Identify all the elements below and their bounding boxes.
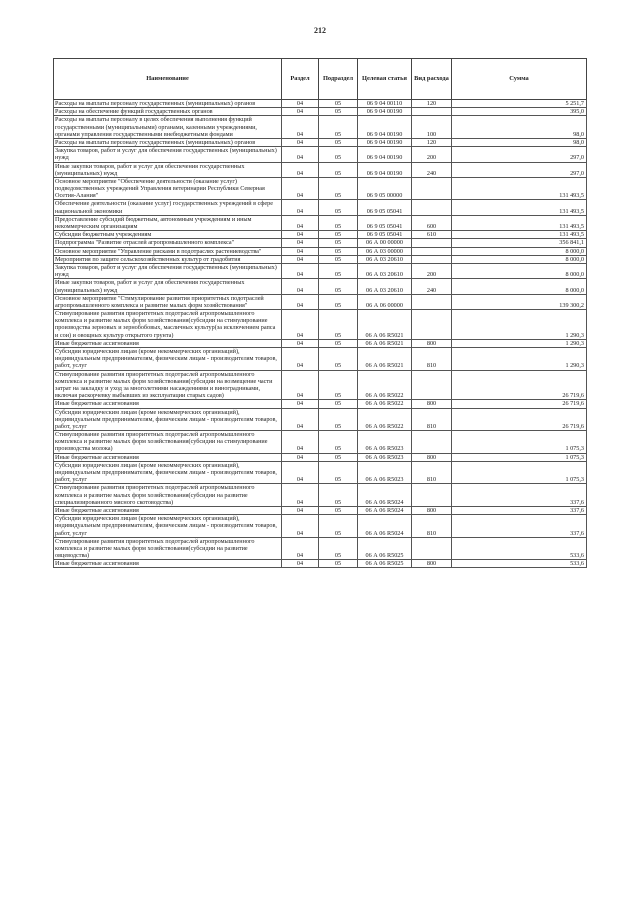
cell-sum: 131 493,5 <box>452 177 587 200</box>
cell-section: 04 <box>282 100 319 108</box>
cell-sum: 139 300,2 <box>452 294 587 309</box>
cell-expense-type: 240 <box>412 279 452 294</box>
table-row <box>54 108 587 116</box>
cell-section: 04 <box>282 116 319 139</box>
cell-expense-type: 200 <box>412 263 452 278</box>
cell-section: 04 <box>282 294 319 309</box>
cell-name: Субсидии юридическим лицам (кроме некоммерческих организаций), индивидуальным предпринимателям, физическим лицам - производителям товаров, работ, услуг <box>54 408 282 431</box>
cell-article: 06 9 05 05041 <box>358 231 412 239</box>
cell-subsection: 05 <box>319 231 358 239</box>
cell-section: 04 <box>282 147 319 162</box>
cell-expense-type: 800 <box>412 400 452 408</box>
cell-name: Расходы на обеспечение функций государственных органов <box>54 108 282 116</box>
cell-section: 04 <box>282 310 319 340</box>
cell-expense-type: 800 <box>412 506 452 514</box>
cell-subsection: 05 <box>319 515 358 538</box>
page-number: 212 <box>314 26 326 35</box>
cell-section: 04 <box>282 515 319 538</box>
table-row <box>54 348 587 371</box>
cell-sum: 8 000,0 <box>452 255 587 263</box>
cell-sum: 337,6 <box>452 484 587 507</box>
cell-sum: 533,6 <box>452 560 587 568</box>
cell-section: 04 <box>282 400 319 408</box>
table-row <box>54 263 587 278</box>
cell-article: 06 А 03 20610 <box>358 255 412 263</box>
header-sum: Сумма <box>452 59 587 100</box>
cell-name: Стимулирование развития приоритетных подотраслей агропромышленного комплекса и развитие малых форм хозяйствования(субсидии на развитие овцеводства) <box>54 537 282 560</box>
cell-expense-type <box>412 177 452 200</box>
header-expense-type: Вид расхода <box>412 59 452 100</box>
cell-name: Основное мероприятие "Стимулирование развития приоритетных подотраслей агропромышленного комплекса и развитие малых форм хозяйствования" <box>54 294 282 309</box>
cell-name: Стимулирование развития приоритетных подотраслей агропромышленного комплекса и развитие малых форм хозяйствования(субсидии на стимулирование производства зерновых и зернобобовых, масличных культур(за исключением рапса и сои) и овощных культур открытого грунта) <box>54 310 282 340</box>
cell-expense-type: 200 <box>412 147 452 162</box>
cell-subsection: 05 <box>319 100 358 108</box>
cell-article: 06 А 06 R5024 <box>358 506 412 514</box>
cell-name: Подпрограмма "Развитие отраслей агропромышленного комплекса" <box>54 239 282 247</box>
cell-article: 06 9 05 05041 <box>358 215 412 230</box>
table-row <box>54 408 587 431</box>
cell-subsection: 05 <box>319 147 358 162</box>
cell-expense-type <box>412 537 452 560</box>
table-row <box>54 255 587 263</box>
cell-article: 06 А 03 00000 <box>358 247 412 255</box>
cell-sum: 8 000,0 <box>452 247 587 255</box>
cell-sum: 8 000,0 <box>452 279 587 294</box>
cell-sum: 5 251,7 <box>452 100 587 108</box>
cell-article: 06 А 06 R5021 <box>358 310 412 340</box>
cell-subsection: 05 <box>319 263 358 278</box>
cell-subsection: 05 <box>319 560 358 568</box>
cell-article: 06 9 04 00190 <box>358 162 412 177</box>
cell-expense-type <box>412 200 452 215</box>
cell-name: Стимулирование развития приоритетных подотраслей агропромышленного комплекса и развитие малых форм хозяйствования(субсидии на развитие специализированного мясного скотоводства) <box>54 484 282 507</box>
cell-expense-type <box>412 294 452 309</box>
cell-section: 04 <box>282 200 319 215</box>
cell-name: Субсидии бюджетным учреждениям <box>54 231 282 239</box>
cell-sum: 1 075,3 <box>452 461 587 484</box>
cell-section: 04 <box>282 239 319 247</box>
cell-expense-type <box>412 370 452 400</box>
cell-name: Предоставление субсидий бюджетным, автономным учреждениям и иным некоммерческим организациям <box>54 215 282 230</box>
cell-sum: 131 493,5 <box>452 231 587 239</box>
cell-name: Расходы на выплаты персоналу в целях обеспечения выполнения функций государственными (муниципальными) органами, казенными учреждениями, органами управления государственными внебюджетными фондами <box>54 116 282 139</box>
cell-section: 04 <box>282 408 319 431</box>
table-row <box>54 138 587 146</box>
cell-subsection: 05 <box>319 116 358 139</box>
cell-subsection: 05 <box>319 537 358 560</box>
cell-name: Субсидии юридическим лицам (кроме некоммерческих организаций), индивидуальным предпринимателям, физическим лицам - производителям товаров, работ, услуг <box>54 461 282 484</box>
cell-name: Иные бюджетные ассигнования <box>54 453 282 461</box>
cell-subsection: 05 <box>319 348 358 371</box>
table-row <box>54 100 587 108</box>
cell-section: 04 <box>282 108 319 116</box>
header-section: Раздел <box>282 59 319 100</box>
cell-article: 06 А 06 R5023 <box>358 431 412 454</box>
table-row <box>54 162 587 177</box>
cell-subsection: 05 <box>319 370 358 400</box>
cell-sum: 533,6 <box>452 537 587 560</box>
cell-name: Закупка товаров, работ и услуг для обеспечения государственных (муниципальных) нужд <box>54 147 282 162</box>
cell-sum: 1 075,3 <box>452 453 587 461</box>
cell-section: 04 <box>282 461 319 484</box>
table-row <box>54 370 587 400</box>
cell-subsection: 05 <box>319 247 358 255</box>
cell-section: 04 <box>282 506 319 514</box>
cell-expense-type: 810 <box>412 408 452 431</box>
cell-expense-type: 800 <box>412 560 452 568</box>
cell-sum: 26 719,6 <box>452 408 587 431</box>
cell-expense-type <box>412 255 452 263</box>
table-row <box>54 537 587 560</box>
cell-name: Субсидии юридическим лицам (кроме некоммерческих организаций), индивидуальным предпринимателям, физическим лицам - производителям товаров, работ, услуг <box>54 515 282 538</box>
table-body <box>54 100 587 568</box>
cell-subsection: 05 <box>319 177 358 200</box>
cell-section: 04 <box>282 431 319 454</box>
cell-subsection: 05 <box>319 108 358 116</box>
cell-article: 06 А 06 R5021 <box>358 348 412 371</box>
cell-name: Основное мероприятие "Управление рисками в подотраслях растениеводства" <box>54 247 282 255</box>
cell-expense-type: 810 <box>412 461 452 484</box>
cell-name: Мероприятия по защите сельскохозяйственных культур от градобития <box>54 255 282 263</box>
cell-subsection: 05 <box>319 138 358 146</box>
header-article: Целевая статья <box>358 59 412 100</box>
cell-section: 04 <box>282 370 319 400</box>
table-header-row <box>54 59 587 100</box>
cell-expense-type: 100 <box>412 116 452 139</box>
table-row <box>54 310 587 340</box>
table-row <box>54 484 587 507</box>
cell-sum: 1 290,3 <box>452 348 587 371</box>
cell-subsection: 05 <box>319 215 358 230</box>
cell-name: Иные закупки товаров, работ и услуг для обеспечения государственных (муниципальных) нужд <box>54 279 282 294</box>
cell-subsection: 05 <box>319 310 358 340</box>
cell-sum: 1 075,3 <box>452 431 587 454</box>
cell-sum: 297,0 <box>452 147 587 162</box>
cell-subsection: 05 <box>319 461 358 484</box>
cell-sum: 98,0 <box>452 138 587 146</box>
cell-sum: 1 290,3 <box>452 310 587 340</box>
cell-article: 06 А 06 R5023 <box>358 461 412 484</box>
cell-section: 04 <box>282 484 319 507</box>
cell-sum: 131 493,5 <box>452 215 587 230</box>
cell-article: 06 А 03 20610 <box>358 263 412 278</box>
table-row <box>54 461 587 484</box>
cell-name: Иные бюджетные ассигнования <box>54 339 282 347</box>
cell-section: 04 <box>282 255 319 263</box>
cell-name: Иные закупки товаров, работ и услуг для обеспечения государственных (муниципальных) нужд <box>54 162 282 177</box>
cell-name: Обеспечение деятельности (оказание услуг) государственных учреждений в сфере национальной экономики <box>54 200 282 215</box>
cell-article: 06 9 05 05041 <box>358 200 412 215</box>
cell-section: 04 <box>282 263 319 278</box>
cell-article: 06 А 06 R5022 <box>358 370 412 400</box>
cell-name: Иные бюджетные ассигнования <box>54 400 282 408</box>
cell-sum: 26 719,6 <box>452 400 587 408</box>
cell-expense-type: 120 <box>412 138 452 146</box>
cell-article: 06 А 06 R5023 <box>358 453 412 461</box>
cell-expense-type: 800 <box>412 339 452 347</box>
cell-expense-type <box>412 484 452 507</box>
cell-subsection: 05 <box>319 431 358 454</box>
cell-article: 06 А 06 R5022 <box>358 400 412 408</box>
cell-subsection: 05 <box>319 162 358 177</box>
header-name: Наименование <box>54 59 282 100</box>
cell-sum: 1 290,3 <box>452 339 587 347</box>
cell-name: Иные бюджетные ассигнования <box>54 506 282 514</box>
table-row <box>54 431 587 454</box>
budget-table <box>53 58 587 568</box>
cell-section: 04 <box>282 537 319 560</box>
cell-sum: 98,0 <box>452 116 587 139</box>
cell-expense-type: 810 <box>412 515 452 538</box>
cell-article: 06 А 00 00000 <box>358 239 412 247</box>
cell-sum: 8 000,0 <box>452 263 587 278</box>
cell-section: 04 <box>282 560 319 568</box>
cell-expense-type: 800 <box>412 453 452 461</box>
table-row <box>54 247 587 255</box>
table-row <box>54 339 587 347</box>
cell-article: 06 9 04 00110 <box>358 100 412 108</box>
table-row <box>54 279 587 294</box>
table-row <box>54 231 587 239</box>
cell-section: 04 <box>282 348 319 371</box>
cell-section: 04 <box>282 162 319 177</box>
cell-subsection: 05 <box>319 453 358 461</box>
cell-subsection: 05 <box>319 279 358 294</box>
cell-name: Закупка товаров, работ и услуг для обеспечения государственных (муниципальных) нужд <box>54 263 282 278</box>
cell-expense-type: 240 <box>412 162 452 177</box>
cell-expense-type <box>412 108 452 116</box>
cell-article: 06 9 04 00190 <box>358 116 412 139</box>
cell-sum: 337,6 <box>452 506 587 514</box>
table-row <box>54 515 587 538</box>
cell-subsection: 05 <box>319 239 358 247</box>
cell-sum: 297,0 <box>452 162 587 177</box>
cell-section: 04 <box>282 247 319 255</box>
table-row <box>54 200 587 215</box>
cell-expense-type: 120 <box>412 100 452 108</box>
cell-name: Расходы на выплаты персоналу государственных (муниципальных) органов <box>54 138 282 146</box>
cell-article: 06 А 03 20610 <box>358 279 412 294</box>
cell-subsection: 05 <box>319 484 358 507</box>
cell-section: 04 <box>282 279 319 294</box>
cell-sum: 356 841,1 <box>452 239 587 247</box>
cell-article: 06 А 06 R5025 <box>358 560 412 568</box>
cell-subsection: 05 <box>319 200 358 215</box>
cell-article: 06 9 04 00190 <box>358 138 412 146</box>
cell-subsection: 05 <box>319 294 358 309</box>
table-row <box>54 177 587 200</box>
cell-subsection: 05 <box>319 255 358 263</box>
cell-article: 06 А 06 R5021 <box>358 339 412 347</box>
cell-name: Стимулирование развития приоритетных подотраслей агропромышленного комплекса и развитие малых форм хозяйствования(субсидии на возмещение части затрат на закладку и уход за многолетними насаждениями и виноградниками, включая раскорчевку выбывших из эксплуатации старых садов) <box>54 370 282 400</box>
cell-article: 06 А 06 R5024 <box>358 515 412 538</box>
cell-expense-type: 600 <box>412 215 452 230</box>
header-subsection: Подраздел <box>319 59 358 100</box>
cell-expense-type <box>412 247 452 255</box>
cell-name: Стимулирование развития приоритетных подотраслей агропромышленного комплекса и развитие малых форм хозяйствования(субсидии на стимулирование производства молока) <box>54 431 282 454</box>
cell-name: Расходы на выплаты персоналу государственных (муниципальных) органов <box>54 100 282 108</box>
cell-expense-type: 810 <box>412 348 452 371</box>
cell-article: 06 А 06 R5022 <box>358 408 412 431</box>
cell-sum: 26 719,6 <box>452 370 587 400</box>
cell-article: 06 А 06 R5024 <box>358 484 412 507</box>
cell-section: 04 <box>282 231 319 239</box>
table-row <box>54 215 587 230</box>
cell-article: 06 А 06 00000 <box>358 294 412 309</box>
cell-article: 06 А 06 R5025 <box>358 537 412 560</box>
cell-section: 04 <box>282 138 319 146</box>
cell-section: 04 <box>282 177 319 200</box>
cell-section: 04 <box>282 453 319 461</box>
cell-name: Субсидии юридическим лицам (кроме некоммерческих организаций), индивидуальным предпринимателям, физическим лицам - производителям товаров, работ, услуг <box>54 348 282 371</box>
table-row <box>54 560 587 568</box>
cell-expense-type: 610 <box>412 231 452 239</box>
cell-subsection: 05 <box>319 506 358 514</box>
table-row <box>54 400 587 408</box>
table-row <box>54 453 587 461</box>
cell-expense-type <box>412 431 452 454</box>
table-row <box>54 294 587 309</box>
cell-section: 04 <box>282 215 319 230</box>
table-row <box>54 506 587 514</box>
cell-article: 06 9 04 00190 <box>358 108 412 116</box>
cell-sum: 337,6 <box>452 515 587 538</box>
cell-expense-type <box>412 239 452 247</box>
table-row <box>54 239 587 247</box>
cell-subsection: 05 <box>319 339 358 347</box>
cell-article: 06 9 04 00190 <box>358 147 412 162</box>
cell-article: 06 9 05 00000 <box>358 177 412 200</box>
cell-section: 04 <box>282 339 319 347</box>
table-row <box>54 147 587 162</box>
cell-subsection: 05 <box>319 400 358 408</box>
cell-subsection: 05 <box>319 408 358 431</box>
cell-expense-type <box>412 310 452 340</box>
cell-name: Иные бюджетные ассигнования <box>54 560 282 568</box>
table-row <box>54 116 587 139</box>
cell-sum: 395,0 <box>452 108 587 116</box>
cell-sum: 131 493,5 <box>452 200 587 215</box>
cell-name: Основное мероприятие "Обеспечение деятельности (оказание услуг) подведомственных учреждений Управления ветеринарии Республики Северная Осетия-Алания" <box>54 177 282 200</box>
